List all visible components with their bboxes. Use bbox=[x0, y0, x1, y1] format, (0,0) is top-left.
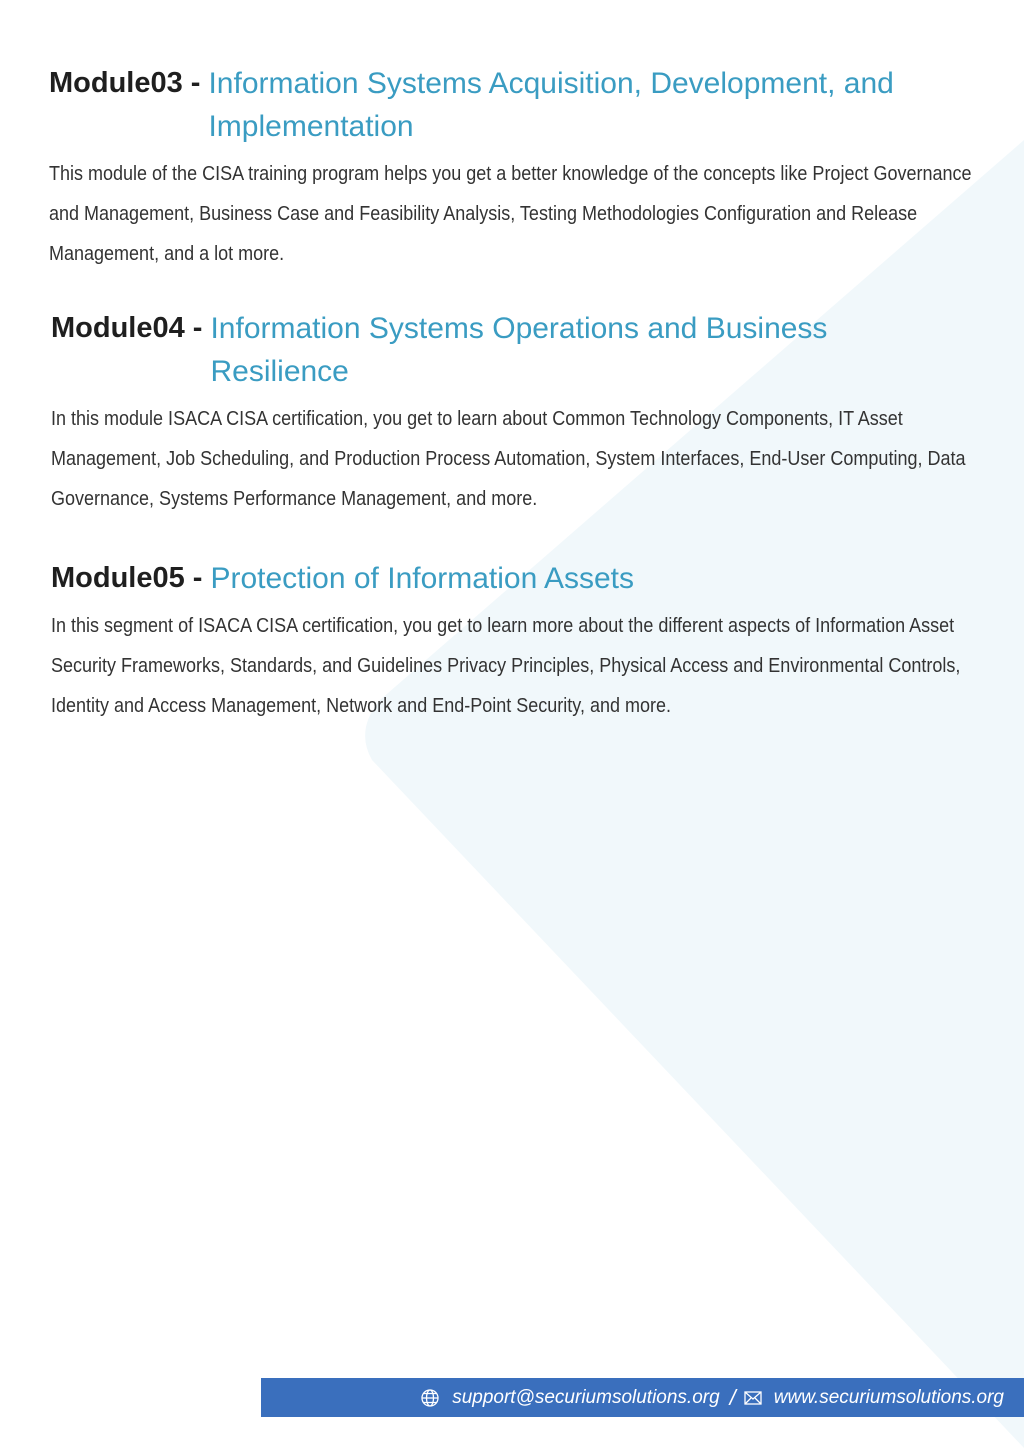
module-05-description: In this segment of ISACA CISA certification, you get to learn more about the different aspects of Information Asset Security Frameworks, Standards, and Guidelines Privacy Principles, Physical Access and Environmental Controls, Identity and Access Management, Network and End-Point Security, and more. bbox=[51, 615, 961, 717]
module-04-title: Information Systems Operations and Business Resilience bbox=[210, 312, 828, 388]
module-05-title: Protection of Information Assets bbox=[210, 562, 635, 595]
mail-icon bbox=[744, 1391, 762, 1405]
module-04-description: In this module ISACA CISA certification, you get to learn about Common Technology Components, IT Asset Management, Job Scheduling, and Production Process Automation, System Interfaces, End-User Computing, Data Governance, Systems Performance Management, and more. bbox=[51, 408, 966, 510]
module-05-heading bbox=[51, 557, 1024, 600]
module-03-heading bbox=[49, 62, 1024, 148]
module-04-heading bbox=[51, 307, 1024, 393]
website-link[interactable]: www.securiumsolutions.org bbox=[773, 1386, 1004, 1408]
module-05-label: Module05 - bbox=[51, 562, 203, 594]
module-03-label: Module03 - bbox=[49, 67, 201, 99]
module-03-description: This module of the CISA training program helps you get a better knowledge of the concepts like Project Governance and Management, Business Case and Feasibility Analysis, Testing Methodologies Configuration and Release Management, and a lot more. bbox=[49, 163, 972, 265]
globe-icon bbox=[420, 1388, 440, 1408]
footer-separator: / bbox=[729, 1384, 736, 1410]
module-03-title: Information Systems Acquisition, Development, and Implementation bbox=[208, 67, 894, 143]
module-04-label: Module04 - bbox=[51, 312, 203, 344]
module-03-section bbox=[49, 62, 1024, 274]
module-05-section bbox=[51, 557, 1024, 726]
footer-contact-bar bbox=[261, 1378, 1024, 1417]
module-04-section bbox=[51, 307, 1024, 519]
support-email-link[interactable]: support@securiumsolutions.org bbox=[452, 1386, 720, 1408]
